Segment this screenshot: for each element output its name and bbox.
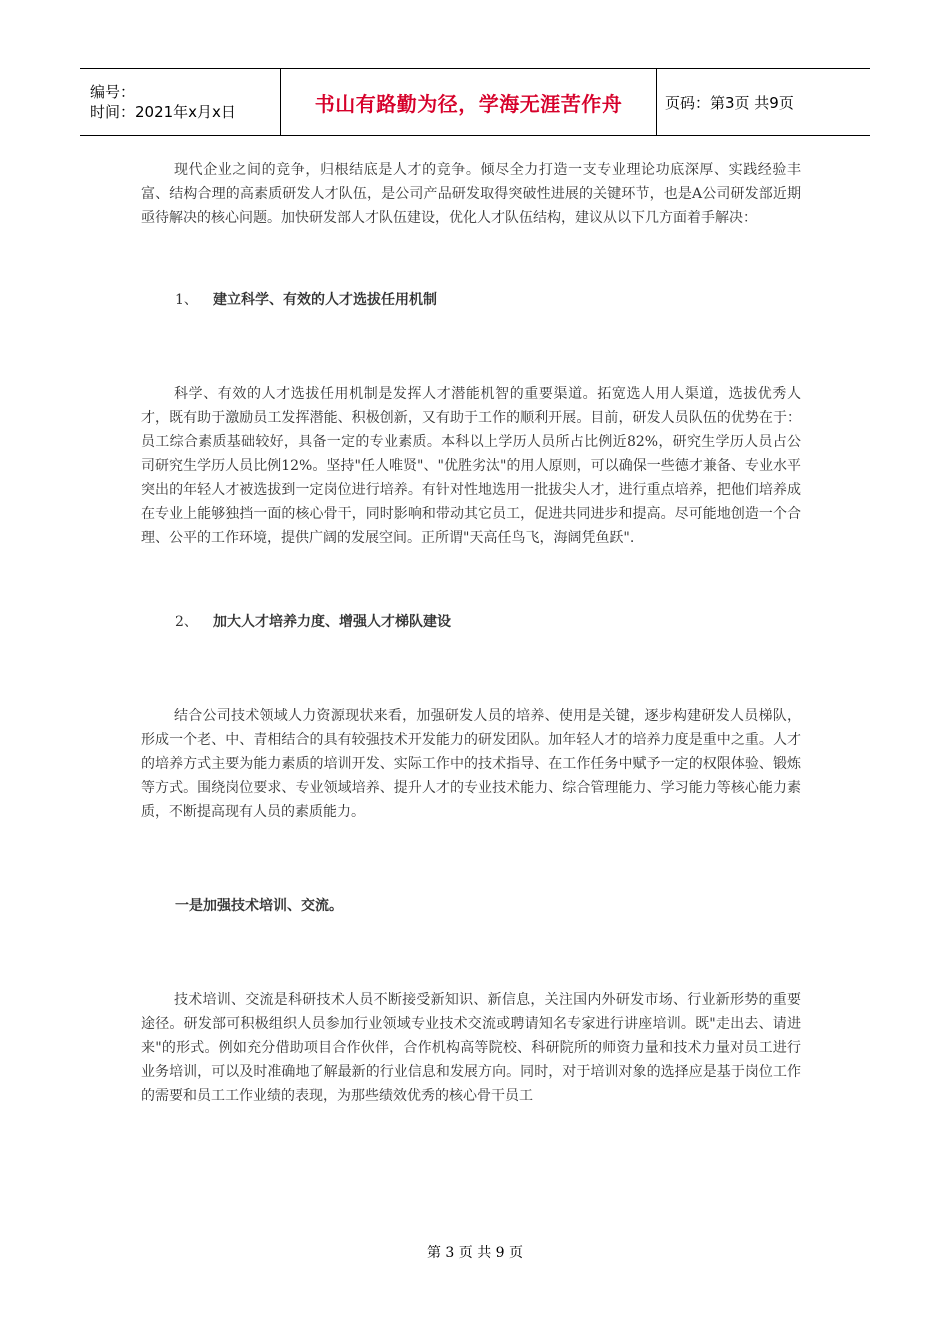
date-label: 时间：2021年x月x日	[90, 103, 236, 121]
section1-heading	[141, 288, 801, 312]
intro-paragraph: 现代企业之间的竞争，归根结底是人才的竞争。倾尽全力打造一支专业理论功底深厚、实践经验丰富、结构合理的高素质研发人才队伍，是公司产品研发取得突破性进展的关键环节，也是A公司研发部近期亟待解决的核心问题。加快研发部人才队伍建设，优化人才队伍结构，建议从以下几方面着手解决：	[141, 162, 801, 226]
footer-page-number: 第 3 页 共 9 页	[426, 1245, 524, 1261]
document-body	[141, 158, 801, 1108]
document-header	[80, 68, 870, 136]
section2-paragraph: 结合公司技术领域人力资源现状来看，加强研发人员的培养、使用是关键，逐步构建研发人员梯队，形成一个老、中、青相结合的具有较强技术开发能力的研发团队。加年轻人才的培养力度是重中之重。人才的培养方式主要为能力素质的培训开发、实际工作中的技术指导、在工作任务中赋予一定的权限体验、锻炼等方式。围绕岗位要求、专业领域培养、提升人才的专业技术能力、综合管理能力、学习能力等核心能力素质，不断提高现有人员的素质能力。	[141, 708, 801, 820]
header-motto-cell	[281, 69, 657, 135]
section1-paragraph: 科学、有效的人才选拔任用机制是发挥人才潜能机智的重要渠道。拓宽选人用人渠道，选拔优秀人才，既有助于激励员工发挥潜能、积极创新，又有助于工作的顺利开展。目前，研发人员队伍的优势在于：员工综合素质基础较好，具备一定的专业素质。本科以上学历人员所占比例近82%，研究生学历人员占公司研究生学历人员比例12%。坚持"任人唯贤"、"优胜劣汰"的用人原则，可以确保一些德才兼备、专业水平突出的年轻人才被选拔到一定岗位进行培养。有针对性地选用一批拔尖人才，进行重点培养，把他们培养成在专业上能够独挡一面的核心骨干，同时影响和带动其它员工，促进共同进步和提高。尽可能地创造一个合理、公平的工作环境，提供广阔的发展空间。正所谓"天高任鸟飞，海阔凭鱼跃".	[141, 386, 801, 546]
section2-title: 加大人才培养力度、增强人才梯队建设	[213, 614, 451, 630]
subsection-heading: 一是加强技术培训、交流。	[175, 898, 343, 914]
section2-number: 2、	[175, 614, 198, 630]
header-meta-cell	[80, 69, 281, 135]
serial-number-label: 编号：	[90, 83, 136, 101]
header-page-cell	[657, 69, 870, 135]
motto-text: 书山有路勤为径，学海无涯苦作舟	[314, 91, 623, 116]
section1-number: 1、	[175, 292, 198, 308]
subsection-paragraph: 技术培训、交流是科研技术人员不断接受新知识、新信息，关注国内外研发市场、行业新形势的重要途径。研发部可积极组织人员参加行业领域专业技术交流或聘请知名专家进行讲座培训。既"走出去、请进来"的形式。例如充分借助项目合作伙伴，合作机构高等院校、科研院所的师资力量和技术力量对员工进行业务培训，可以及时准确地了解最新的行业信息和发展方向。同时，对于培训对象的选择应是基于岗位工作的需要和员工工作业绩的表现，为那些绩效优秀的核心骨干员工	[141, 992, 801, 1104]
page-number-label: 页码：第3页 共9页	[665, 93, 794, 112]
page-footer	[0, 1242, 950, 1262]
section2-heading	[141, 610, 801, 634]
section1-title: 建立科学、有效的人才选拔任用机制	[213, 292, 437, 308]
